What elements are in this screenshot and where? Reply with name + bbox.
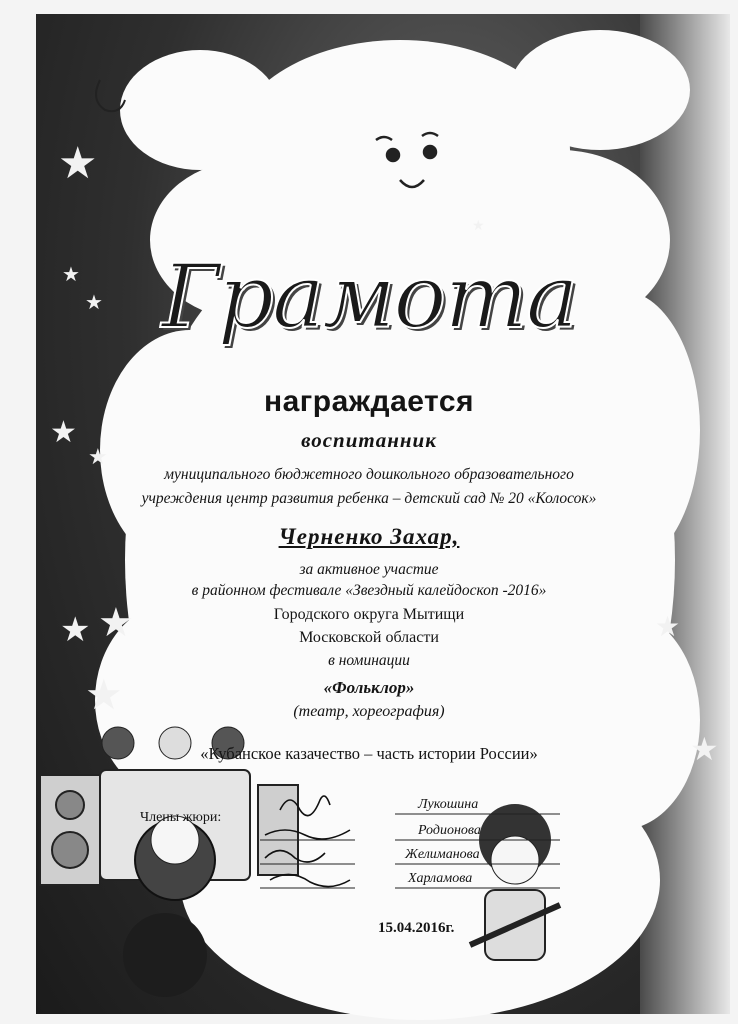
star-icon: ★ [690,730,719,768]
participation-line: за активное участие [299,561,439,578]
star-icon: ★ [62,262,80,286]
star-icon: ★ [472,218,485,234]
nomination-value: «Фольклор» [323,678,415,697]
region-line: Московской области [299,629,439,646]
star-icon: ★ [85,290,103,314]
festival-line: в районном фестивале «Звездный калейдоскоп -2016» [191,582,547,599]
star-icon: ★ [85,670,123,719]
issue-date: 15.04.2016г. [378,920,455,936]
signature-2: Родионова [418,823,481,838]
signature-3: Желиманова [405,847,480,862]
nomination-label: в номинации [328,652,410,669]
certificate-title: Грамота [161,245,577,348]
institution-line-2: учреждения центр развития ребенка – детский сад № 20 «Колосок» [141,490,597,507]
star-icon: ★ [60,610,91,650]
jury-label: Члены жюри: [140,810,222,825]
recipient-name: Черненко Захар, [278,524,460,549]
star-icon: ★ [98,600,134,646]
institution-line-1: муниципального бюджетного дошкольного образовательного [164,466,574,483]
star-icon: ★ [88,445,108,470]
district-line: Городского округа Мытищи [273,606,465,623]
signature-4: Харламова [408,871,473,886]
star-icon: ★ [655,610,681,643]
awarded-heading: награждается [263,385,475,418]
star-icon: ★ [50,415,77,450]
category-line: (театр, хореография) [293,703,445,720]
signature-1: Лукошина [418,797,479,812]
pupil-label: воспитанник [301,428,437,452]
theme-line: «Кубанское казачество – часть истории России» [200,744,538,763]
star-icon: ★ [58,138,98,189]
